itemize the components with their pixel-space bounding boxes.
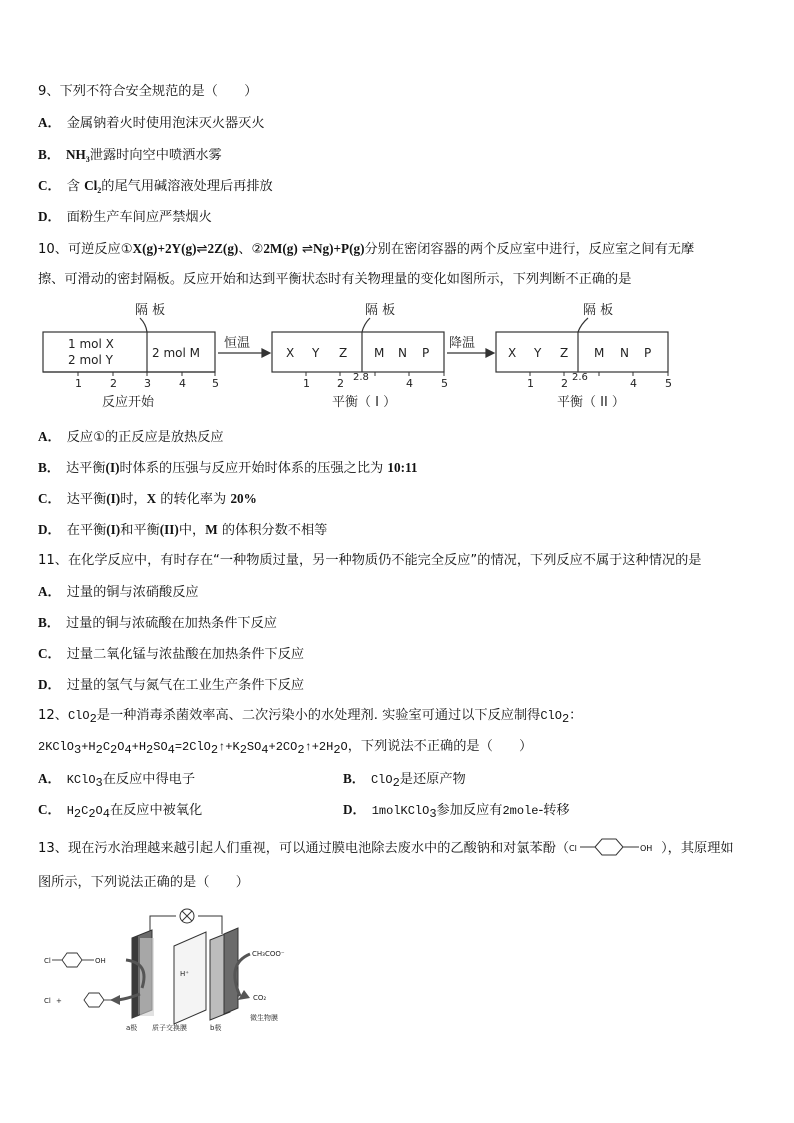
species-label: Y [534,346,542,360]
box-text: 2 mol Y [68,353,113,367]
subscript: 3 [95,776,103,790]
chlorophenol-structure-icon [569,837,661,857]
option-pre: 含 [66,179,85,194]
equation-part: ↑+K [218,740,240,754]
option-text: 过量的铜与浓硝酸反应 [66,585,199,600]
species-label: P [644,346,652,360]
species-label: M [594,346,605,360]
option-text: 参加反应有 [436,803,503,818]
subscript: 2 [239,743,247,757]
option-text: 达平衡 [65,461,106,476]
equation-part: +2CO [268,740,298,754]
tick-label: 4 [630,377,637,390]
tick-label: 5 [665,377,672,390]
bold-text: M [205,522,218,537]
formula: NH [65,147,86,162]
bold-text: X [146,491,157,506]
diagram-caption: 平衡（ II ） [557,395,625,410]
q10-partition-diagram [40,296,680,414]
equilibrium-arrow-icon: ⇌ [196,242,208,257]
formula: ClO [67,709,90,723]
equation-part: SO [153,740,168,754]
q9-option-c [38,177,273,200]
option-letter: B． [38,460,60,475]
diagram-caption: 反应开始 [102,395,155,410]
formula: H [66,804,74,818]
species-label: Y [312,346,320,360]
molecule-label: Cl [44,957,51,965]
equation-part: =2ClO [174,740,211,754]
subscript: 2 [392,776,400,790]
stem-text: ，下列说法不正确的是（ ） [347,739,533,754]
arrow-label: 降温 [449,336,476,351]
tick-label: 5 [212,377,219,390]
bold-text: 10:11 [387,460,418,475]
wire [150,916,176,934]
box-text: 2 mol M [152,346,200,360]
formula: ClO [370,773,393,787]
q12-equation [38,738,532,759]
subscript: 2 [73,807,82,821]
subscript: 3 [429,807,437,821]
option-letter: B． [38,147,60,162]
benzene-ring-icon [62,953,82,967]
option-text: 金属钠着火时使用泡沫灭火器灭火 [66,116,265,131]
wire [198,916,222,934]
arrow-label: 恒温 [224,336,251,351]
tick-label: 1 [527,377,534,390]
option-letter: A． [38,771,61,786]
q13-stem-line2: 图所示，下列说法正确的是（ ） [38,875,249,890]
proton-label: H⁺ [180,970,189,978]
bold-text: (I) [106,522,121,537]
q11-option-d [38,676,304,695]
species-label: M [374,346,385,360]
option-letter: C． [38,491,61,506]
option-text: 和平衡 [120,523,160,538]
subscript: 2 [561,712,570,726]
stem-text: 13、现在污水治理越来越引起人们重视，可以通过膜电池除去废水中的乙酸钠和对氯苯酚（ [38,841,570,856]
membrane-label: 质子交换膜 [152,1024,187,1032]
tick-label: 2 [337,377,344,390]
option-text: 泄露时向空中喷洒水雾 [89,148,222,163]
option-letter: D． [343,802,366,817]
label-pointer [578,318,588,332]
option-text: 时体系的压强与反应开始时体系的压强之比为 [119,461,388,476]
molecule-label: + [56,997,62,1005]
tick-label: 1 [303,377,310,390]
formula: 2mole [502,804,539,818]
formula: O [95,804,103,818]
option-text: 过量的氢气与氮气在工业生产条件下反应 [66,678,305,693]
q11-option-c [38,645,304,664]
tick-label: 1 [75,377,82,390]
subscript: 2 [88,807,96,821]
label-pointer [362,318,370,332]
q10-option-c [38,490,257,509]
co2-label: CO₂ [253,994,267,1002]
diagram-caption: 平衡（ I ） [332,395,397,410]
species-label: N [620,346,629,360]
biofilm-label: 微生物膜 [250,1014,278,1022]
proton-membrane [174,932,206,1024]
q10-option-a [38,428,224,447]
option-letter: A． [38,584,61,599]
option-text: 的体积分数不相等 [217,523,328,538]
option-letter: D． [38,677,61,692]
ring-label: OH [640,844,653,853]
q9-option-a [38,114,265,133]
formula: C [81,804,89,818]
ring-label: Cl [569,844,577,853]
subscript: 2 [97,186,102,195]
q12-stem [38,707,582,728]
tick-label: 4 [179,377,186,390]
equilibrium-arrow-icon: ⇌ [297,242,313,257]
option-letter: B． [343,771,365,786]
box-eq2 [496,332,668,372]
q9-option-d [38,208,212,227]
subscript: 2 [110,743,118,757]
species-label: N [398,346,407,360]
equation-part: 2KClO [38,740,75,754]
option-letter: A． [38,429,61,444]
electrode-label: a极 [126,1024,138,1032]
option-text: 反应①的正反应是放热反应 [66,430,224,445]
option-text: 在平衡 [66,523,107,538]
q9-stem: 9、下列不符合安全规范的是（ ） [38,84,258,99]
stem-text: 10、可逆反应① [38,242,133,257]
species-label: X [286,346,295,360]
stem-text: 分别在密闭容器的两个反应室中进行，反应室之间有无摩 [364,242,695,257]
option-text: 过量的铜与浓硫酸在加热条件下反应 [65,616,277,631]
acetate-label: CH₃COO⁻ [252,950,285,958]
bold-text: (I) [105,460,120,475]
arrow-head-icon [486,349,494,357]
subscript: 4 [261,743,269,757]
subscript: 2 [297,743,305,757]
formula: 1molKClO [371,804,430,818]
equation-part: 2Z(g) [207,241,239,256]
q10-option-d [38,521,327,540]
q10-option-b [38,459,417,478]
subscript: 4 [124,743,132,757]
tick-label: 2 [561,377,568,390]
equation-part: +H [131,740,147,754]
option-letter: C． [38,178,61,193]
equation-part: SO [246,740,262,754]
equation-part: Ng)+P(g) [313,241,365,256]
q12-option-a [38,770,195,792]
electrode-label: b极 [210,1024,222,1032]
species-label: X [508,346,517,360]
species-label: Z [339,346,348,360]
subscript: 2 [95,743,103,757]
equation-part: ↑+2H [304,740,334,754]
tick-label: 5 [441,377,448,390]
stem-text: ），其原理如 [661,841,734,856]
subscript: 2 [333,743,341,757]
benzene-ring-icon [84,993,104,1007]
partition-label: 隔 板 [583,303,614,318]
equation-part: 2M(g) [263,241,298,256]
option-text: -转移 [538,803,570,818]
option-letter: C． [38,646,61,661]
option-text: 面粉生产车间应严禁烟火 [66,210,212,225]
option-letter: C． [38,802,61,817]
option-text: 在反应中被氧化 [109,803,203,818]
subscript: 2 [89,712,97,726]
q12-option-b [343,770,466,792]
q13-membrane-cell-diagram [40,908,310,1038]
q12-option-d [343,801,570,823]
option-text: 中， [178,523,206,538]
equation-part: C [102,740,111,754]
option-text: 时， [120,492,147,507]
formula: ClO [540,709,562,723]
molecule-label: OH [95,957,106,965]
q13-stem-line1 [38,837,734,858]
bold-text: (I) [106,491,121,506]
subscript: 3 [85,155,90,164]
subscript: 4 [167,743,175,757]
option-text: 是还原产物 [399,772,466,787]
tick-label: 2 [110,377,117,390]
box-eq1 [272,332,444,372]
option-letter: D． [38,209,61,224]
partition-position-label: 2.8 [353,372,369,383]
stem-text: ： [569,708,583,723]
option-text: 过量二氧化锰与浓盐酸在加热条件下反应 [66,647,305,662]
q10-stem-line1 [38,240,694,259]
option-letter: B． [38,615,60,630]
q11-option-b [38,614,277,633]
stem-text: 、② [238,242,264,257]
q11-stem: 11、在化学反应中，有时存在“一种物质过量，另一种物质仍不能完全反应”的情况，下列反应不属于这种情况的是 [38,553,702,568]
option-letter: A． [38,115,61,130]
equation-part: O [117,740,125,754]
formula: KClO [66,773,96,787]
q12-option-c [38,801,202,823]
species-label: P [422,346,430,360]
option-text: 达平衡 [66,492,107,507]
partition-label: 隔 板 [135,303,166,318]
box-text: 1 mol X [68,337,114,351]
option-letter: D． [38,522,61,537]
subscript: 4 [102,807,110,821]
option-text: 的转化率为 [156,492,231,507]
q10-stem-line2: 擦、可滑动的密封隔板。反应开始和达到平衡状态时有关物理量的变化如图所示，下列判断不正确的是 [38,272,632,287]
q11-option-a [38,583,199,602]
subscript: 3 [74,743,82,757]
molecule-label: Cl [44,997,51,1005]
label-pointer [140,318,147,332]
subscript: 2 [146,743,154,757]
bold-text: 20% [230,491,257,506]
tick-label: 4 [406,377,413,390]
equation-part: X(g)+2Y(g) [132,241,197,256]
option-text: 在反应中得电子 [102,772,196,787]
partition-label: 隔 板 [365,303,396,318]
arrow-head-icon [262,349,270,357]
formula: Cl [84,178,98,193]
stem-text: 12、 [38,708,68,723]
stem-text: 是一种消毒杀菌效率高、二次污染小的水处理剂. 实验室可通过以下反应制得 [96,708,541,723]
q9-option-b [38,146,222,169]
tick-label: 3 [144,377,151,390]
option-text: 的尾气用碱溶液处理后再排放 [101,179,273,194]
equation-part: +H [81,740,96,754]
species-label: Z [560,346,569,360]
equation-part: O [340,740,348,754]
bold-text: (II) [159,522,179,537]
subscript: 2 [210,743,219,757]
partition-position-label: 2.6 [572,372,588,383]
